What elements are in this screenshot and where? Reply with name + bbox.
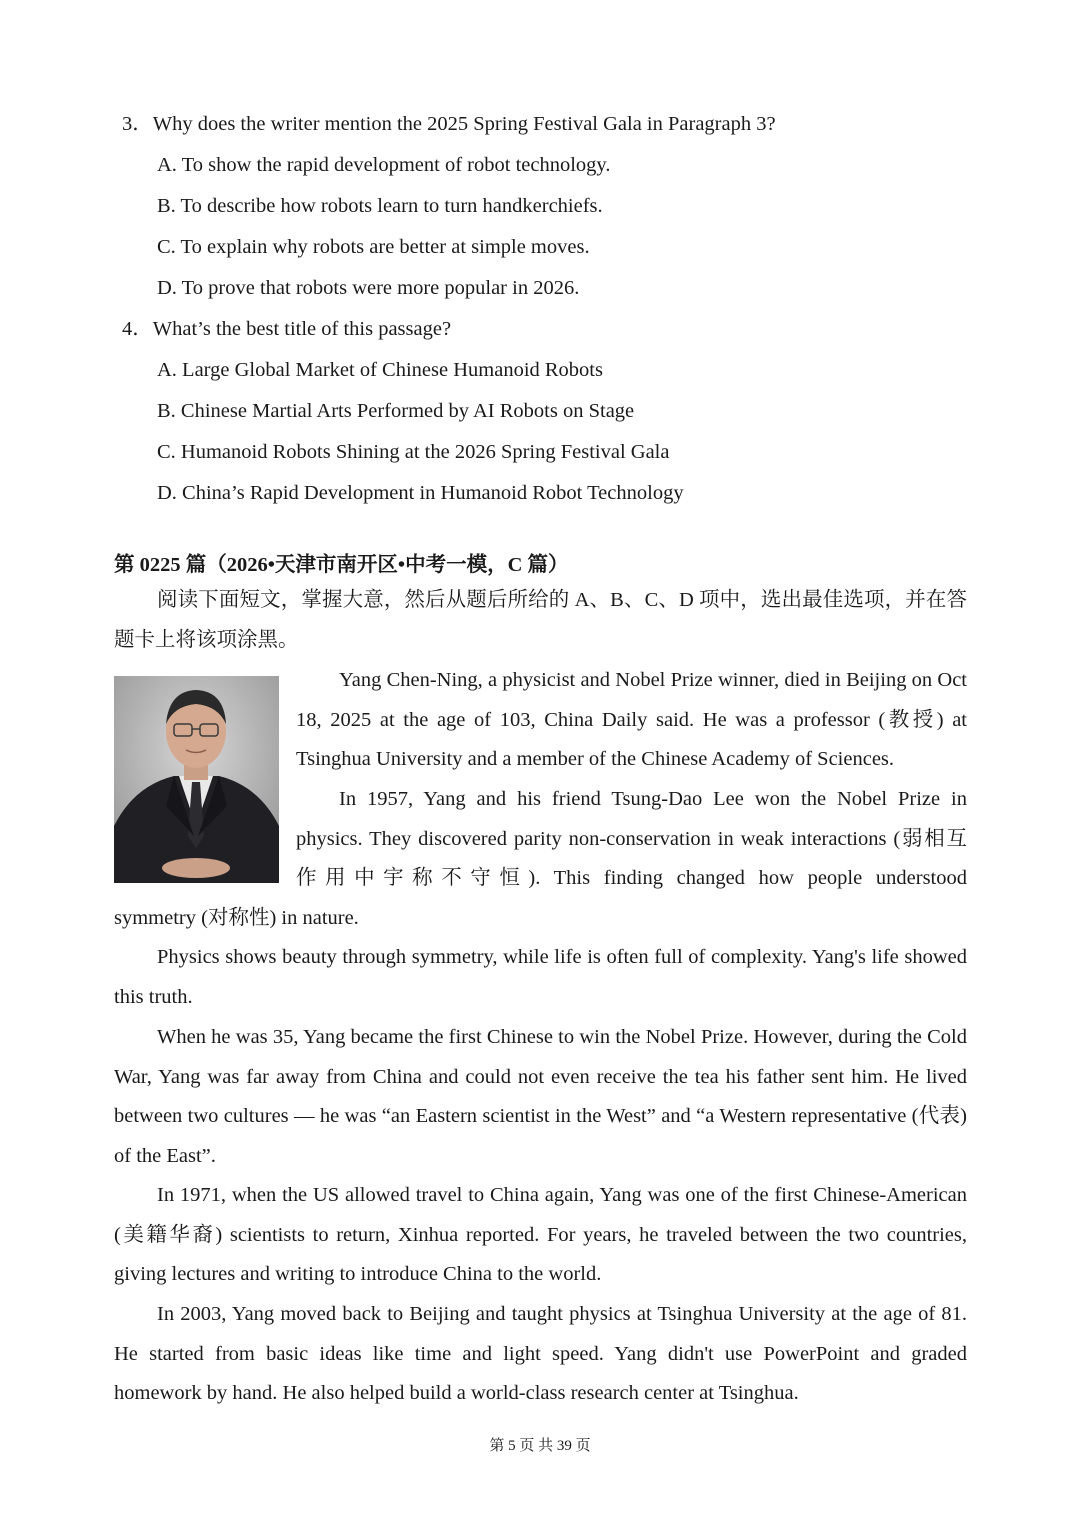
section-source: （2026•天津市南开区•中考一模，C 篇） <box>206 554 569 576</box>
passage-paragraph-3: Physics shows beauty through symmetry, while life is often full of complexity. Yang's life showed this truth. <box>114 946 967 1008</box>
question-3-option-b: B. To describe how robots learn to turn handkerchiefs. <box>157 195 603 217</box>
question-4-option-a: A. Large Global Market of Chinese Humanoid Robots <box>157 359 603 381</box>
question-4-option-c: C. Humanoid Robots Shining at the 2026 Spring Festival Gala <box>157 441 670 463</box>
passage-paragraph-1: Yang Chen-Ning, a physicist and Nobel Prize winner, died in Beijing on Oct 18, 2025 at the age of 103, China Daily said. He was a professor (教授) at Tsinghua University and a member of the Chinese Academy of Sciences. <box>296 669 967 771</box>
passage-paragraph-2: In 1957, Yang and his friend Tsung-Dao Lee won the Nobel Prize in physics. They discovered parity non-conservation in weak interactions (弱相互作用中宇称不守恒). This finding changed how people understood <box>296 788 967 890</box>
question-4-stem: 4．What’s the best title of this passage? <box>122 318 452 340</box>
question-4-option-d: D. China’s Rapid Development in Humanoid Robot Technology <box>157 482 684 504</box>
passage-paragraph-4: When he was 35, Yang became the first Chinese to win the Nobel Prize. However, during the Cold War, Yang was far away from China and could not even receive the tea his father sent him. He lived between two cultures — he was “an Eastern scientist in the West” and “a Western representative (代表) of the East”. <box>114 1026 967 1167</box>
passage-paragraph-2-tail: symmetry (对称性) in nature. <box>114 907 359 929</box>
question-3-option-c: C. To explain why robots are better at simple moves. <box>157 236 590 258</box>
portrait-photo <box>114 676 279 883</box>
portrait-illustration <box>114 676 279 883</box>
page-footer: 第 5 页 共 39 页 <box>489 1438 591 1454</box>
passage-paragraph-6: In 2003, Yang moved back to Beijing and taught physics at Tsinghua University at the age of 81. He started from basic ideas like time and light speed. Yang didn't use PowerPoint and graded homework by hand. He also helped build a world-class research center at Tsinghua. <box>114 1303 967 1405</box>
section-number: 第 0225 篇 <box>114 554 207 576</box>
passage-paragraph-5: In 1971, when the US allowed travel to China again, Yang was one of the first Chinese-American (美籍华裔) scientists to return, Xinhua reported. For years, he traveled between the two countries, giving lectures and writing to introduce China to the world. <box>114 1184 967 1286</box>
question-3-option-a: A. To show the rapid development of robot technology. <box>157 154 611 176</box>
section-heading <box>114 547 569 577</box>
question-4-option-b: B. Chinese Martial Arts Performed by AI Robots on Stage <box>157 400 635 422</box>
question-3-option-d: D. To prove that robots were more popular in 2026. <box>157 277 580 299</box>
question-3-stem: 3．Why does the writer mention the 2025 Spring Festival Gala in Paragraph 3? <box>122 113 776 135</box>
reading-instruction: 阅读下面短文，掌握大意，然后从题后所给的 A、B、C、D 项中，选出最佳选项，并在答题卡上将该项涂黑。 <box>114 589 967 651</box>
